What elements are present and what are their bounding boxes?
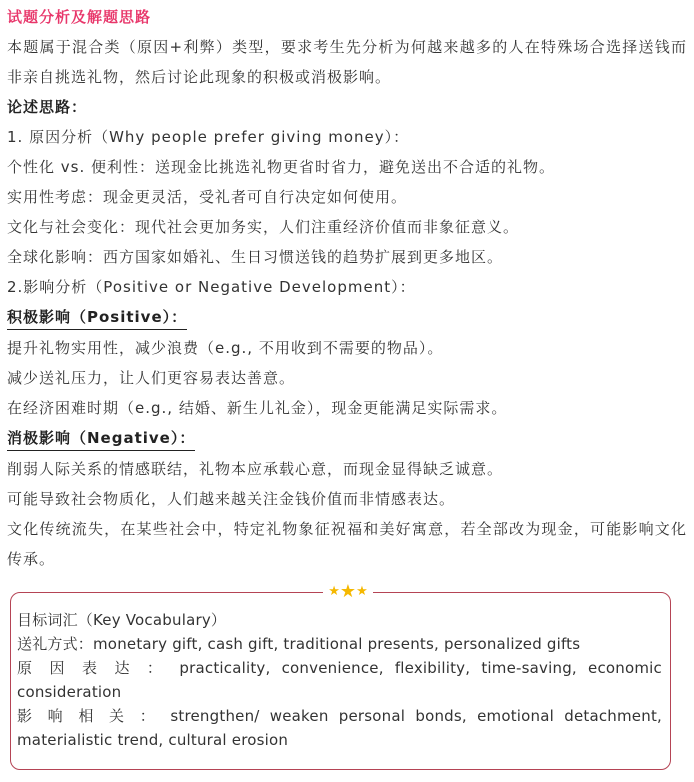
negative-heading: 消极影响（Negative）： [7,426,195,451]
negative-item: 削弱人际关系的情感联结，礼物本应承载心意，而现金显得缺乏诚意。 [7,460,504,478]
section-title: 试题分析及解题思路 [7,8,152,26]
reason-item: 个性化 vs. 便利性：送现金比挑选礼物更省时省力，避免送出不合适的礼物。 [7,158,555,176]
intro-paragraph: 本题属于混合类（原因+利弊）类型，要求考生先分析为何越来越多的人在特殊场合选择送钱而非亲自挑选礼物，然后讨论此现象的积极或消极影响。 [7,38,687,86]
positive-item: 在经济困难时期（e.g., 结婚、新生儿礼金），现金更能满足实际需求。 [7,399,508,417]
reason-item: 实用性考虑：现金更灵活，受礼者可自行决定如何使用。 [7,188,408,206]
reason-item: 全球化影响：西方国家如婚礼、生日习惯送钱的趋势扩展到更多地区。 [7,248,504,266]
star-icon: ★ [356,583,368,599]
positive-item: 减少送礼压力，让人们更容易表达善意。 [7,369,296,387]
vocabulary-line: 送礼方式：monetary gift, cash gift, traditional presents, personalized gifts [17,635,581,653]
part2-heading: 2.影响分析（Positive or Negative Development）： [7,278,416,296]
approach-heading: 论述思路： [7,98,88,116]
article-body [7,0,687,574]
vocabulary-title: 目标词汇（Key Vocabulary） [17,611,227,629]
star-icon: ★ [328,583,340,599]
stars-decoration [323,581,373,601]
positive-item: 提升礼物实用性，减少浪费（e.g., 不用收到不需要的物品）。 [7,339,444,357]
part1-heading: 1. 原因分析（Why people prefer giving money）： [7,128,410,146]
vocabulary-line: 影 响 相 关 ： strengthen/ weaken personal bonds, emotional detachment, materialistic trend, cultural erosion [17,707,662,749]
negative-item: 可能导致社会物质化，人们越来越关注金钱价值而非情感表达。 [7,490,456,508]
reason-item: 文化与社会变化：现代社会更加务实，人们注重经济价值而非象征意义。 [7,218,520,236]
vocabulary-line: 原 因 表 达 ： practicality, convenience, flexibility, time-saving, economic consideration [17,659,662,701]
star-icon: ★ [339,580,357,602]
vocabulary-content [17,608,662,752]
positive-heading: 积极影响（Positive）： [7,305,187,330]
negative-item: 文化传统流失，在某些社会中，特定礼物象征祝福和美好寓意，若全部改为现金，可能影响文化传承。 [7,520,687,568]
